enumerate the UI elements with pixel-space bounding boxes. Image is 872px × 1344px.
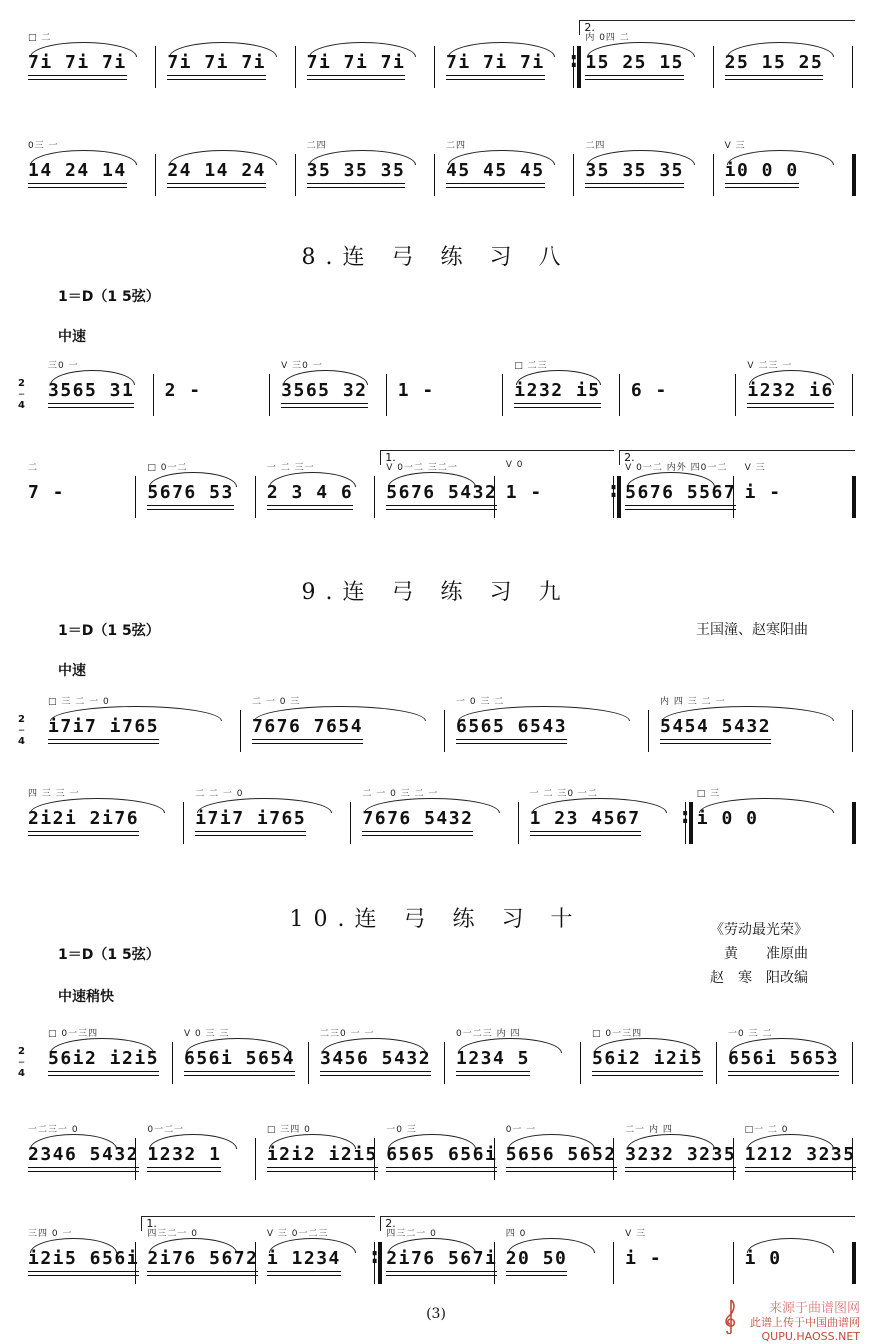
treble-clef-icon (722, 1298, 740, 1334)
measure-notes: 5454 5432 (660, 716, 771, 740)
staff-line-1 (18, 361, 854, 432)
barline (135, 1242, 136, 1284)
measure-notes: 1 - (397, 380, 435, 401)
bowing-fingering-mark: 四 0 (505, 1229, 527, 1239)
measure-notes: 2346 5432 (28, 1144, 139, 1168)
measure-notes: 2i76 5672 (147, 1248, 258, 1272)
measure-notes: 2i76 567i (386, 1248, 497, 1272)
bowing-fingering-mark: V 三0 一 (281, 361, 323, 371)
slur-arc (448, 42, 555, 57)
barline (852, 46, 853, 88)
slur-arc (30, 150, 137, 165)
slur-arc (269, 1238, 356, 1253)
measure-notes: 1234 5 (456, 1048, 530, 1072)
barline (155, 154, 156, 196)
barline (183, 802, 184, 844)
composer-line: 黄 准原曲 (724, 946, 808, 962)
slur-arc (749, 370, 834, 385)
measure-notes: 56i2 i2i5 (592, 1048, 703, 1072)
bowing-fingering-mark: V 0 (505, 460, 524, 470)
measure-notes: i 0 0 (696, 808, 759, 829)
slur-arc (699, 798, 834, 813)
slur-arc (30, 1238, 117, 1253)
bowing-fingering-mark: 一 二 三一 (266, 463, 315, 473)
watermark (750, 1302, 860, 1344)
measure-notes: 1 - (505, 482, 543, 503)
bowing-fingering-mark: 一 0 三 二 (456, 697, 505, 707)
measure-notes: 5676 5567 (625, 482, 736, 506)
slur-arc (30, 1134, 117, 1149)
measure-notes: 7 - (28, 482, 66, 503)
composer-line: 赵 寒 阳改编 (710, 970, 808, 986)
measure-notes: 45 45 45 (446, 160, 545, 184)
time-signature: 2 — 4 (18, 1046, 25, 1079)
barline (573, 154, 574, 196)
barline (852, 710, 853, 752)
slur-arc (516, 370, 601, 385)
measure-notes: 2 - (164, 380, 202, 401)
barline (255, 476, 256, 518)
measure-notes: 656i 5653 (728, 1048, 839, 1072)
bowing-fingering-mark: □ 0一二 (147, 463, 188, 473)
barline (619, 374, 620, 416)
barline (308, 1042, 309, 1084)
composer-credit (710, 918, 808, 990)
bowing-fingering-mark: V 0一二 三二一 (386, 463, 458, 473)
slur-arc (149, 1238, 236, 1253)
bowing-fingering-mark: 0一 一 (505, 1125, 537, 1135)
measure-notes: 35 35 35 (585, 160, 684, 184)
measure-notes: i7i7 i765 (195, 808, 306, 832)
bowing-fingering-mark: □ 0一三四 (592, 1029, 643, 1039)
bowing-fingering-mark: 三四 0 一 (28, 1229, 73, 1239)
bowing-fingering-mark: 0一二一 (147, 1125, 185, 1135)
section-title: 10.连 弓 练 习 十 (289, 907, 583, 932)
slur-arc (388, 1134, 475, 1149)
slur-arc (254, 706, 426, 721)
bowing-fingering-mark: 二 二 一 0 (195, 789, 244, 799)
volta-bracket: 2. (380, 1216, 855, 1231)
bowing-fingering-mark: 二四 (306, 141, 327, 151)
measure-notes: 24 14 24 (167, 160, 266, 184)
bowing-fingering-mark: 0一二三 内 四 (456, 1029, 521, 1039)
slur-arc (169, 42, 276, 57)
bowing-fingering-mark: V 二三 一 (747, 361, 793, 371)
staff-line-1 (18, 1029, 854, 1100)
barline (648, 710, 649, 752)
slur-arc (169, 150, 276, 165)
barline (580, 1042, 581, 1084)
bowing-fingering-mark: □ 三 二 一 0 (48, 697, 110, 707)
bowing-fingering-mark: 二 一 0 三 (252, 697, 301, 707)
slur-arc (309, 150, 416, 165)
volta-bracket: 2. (579, 20, 855, 35)
barline (153, 374, 154, 416)
volta-bracket: 1. (380, 450, 614, 465)
slur-arc (587, 42, 694, 57)
slur-arc (587, 150, 694, 165)
bowing-fingering-mark: V 三 (724, 141, 746, 151)
bowing-fingering-mark: □一 二 0 (744, 1125, 789, 1135)
slur-arc (727, 42, 834, 57)
barline (518, 802, 519, 844)
repeat-end-barline (689, 802, 693, 844)
tempo-marking: 中速 (58, 663, 86, 679)
barline (434, 154, 435, 196)
slur-arc (197, 798, 332, 813)
bowing-fingering-mark: V 三 (744, 463, 766, 473)
barline (494, 476, 495, 518)
barline (852, 374, 853, 416)
bowing-fingering-mark: 一二三一 0 (28, 1125, 79, 1135)
barline (255, 1242, 256, 1284)
barline (135, 476, 136, 518)
slur-arc (627, 1134, 714, 1149)
slur-arc (508, 1134, 595, 1149)
tempo-marking: 中速稍快 (58, 989, 114, 1005)
staff-line-2 (18, 789, 854, 860)
slur-arc (388, 1238, 475, 1253)
slur-arc (594, 1038, 698, 1053)
bowing-fingering-mark: 二一 内 四 (625, 1125, 673, 1135)
section-title: 8.连 弓 练 习 八 (301, 245, 571, 270)
measure-notes: 6 - (630, 380, 668, 401)
bowing-fingering-mark: 内 四 三 二 一 (660, 697, 726, 707)
bowing-fingering-mark: 四三二一 0 (147, 1229, 199, 1239)
barline (713, 46, 714, 88)
measure-notes: 25 15 25 (725, 52, 824, 76)
measure-notes: 35 35 35 (307, 160, 406, 184)
bowing-fingering-mark: V 0 三 三 (184, 1029, 230, 1039)
volta-bracket: 1. (141, 1216, 375, 1231)
measure-notes: 7676 5432 (362, 808, 473, 832)
measure-notes: 6565 656i (386, 1144, 497, 1168)
measure-notes: i2i2 i2i5 (267, 1144, 378, 1168)
slur-arc (149, 472, 236, 487)
measure-notes: 1232 1 (147, 1144, 221, 1168)
barline (733, 1242, 734, 1284)
measure-notes: 3456 5432 (320, 1048, 431, 1072)
watermark-line: 来源于曲谱图网 (768, 1301, 860, 1316)
key-signature: 1＝D（1 5弦） (58, 623, 160, 639)
bowing-fingering-mark: □ 0一三四 (48, 1029, 99, 1039)
barline (374, 1138, 375, 1180)
slur-arc (388, 472, 475, 487)
bowing-fingering-mark: □ 三 (696, 789, 721, 799)
barline (852, 1042, 853, 1084)
slur-arc (269, 472, 356, 487)
staff-line-1 (18, 21, 854, 104)
measure-notes: 2 3 4 6 (267, 482, 353, 506)
barline (240, 710, 241, 752)
measure-notes: 7i 7i 7i (167, 52, 266, 76)
bowing-fingering-mark: □ 二 (28, 33, 52, 43)
bowing-fingering-mark: 一 二 三0 一二 (529, 789, 598, 799)
measure-notes: 5676 53 (147, 482, 233, 506)
slur-arc (532, 798, 667, 813)
bowing-fingering-mark: V 三 (625, 1229, 647, 1239)
slur-arc (747, 1238, 834, 1253)
measure-notes: 7i 7i 7i (307, 52, 406, 76)
measure-notes: 2i2i 2i76 (28, 808, 139, 832)
slur-arc (283, 370, 368, 385)
slur-arc (309, 42, 416, 57)
slur-arc (269, 1134, 356, 1149)
measure-notes: 15 25 15 (585, 52, 684, 76)
key-signature: 1＝D（1 5弦） (58, 289, 160, 305)
bowing-fingering-mark: 二 (28, 463, 39, 473)
measure-notes: 656i 5654 (184, 1048, 295, 1072)
repeat-end-barline (378, 1242, 382, 1284)
barline (613, 1138, 614, 1180)
barline (494, 1242, 495, 1284)
slur-arc (747, 1134, 834, 1149)
bowing-fingering-mark: V 0一二 内外 四0一二 (625, 463, 728, 473)
bowing-fingering-mark: 二四 (585, 141, 606, 151)
barline (172, 1042, 173, 1084)
slur-arc (458, 706, 630, 721)
measure-notes: 5676 5432 (386, 482, 497, 506)
staff-line-3 (18, 1217, 854, 1300)
composer-credit: 王国潼、赵寒阳曲 (696, 622, 808, 638)
measure-notes: 3565 31 (48, 380, 134, 404)
measure-notes: i - (625, 1248, 663, 1269)
measure-notes: 7i 7i 7i (28, 52, 127, 76)
measure-notes: i232 i5 (514, 380, 600, 404)
barline (444, 710, 445, 752)
bowing-fingering-mark: 内 0四 二 (585, 33, 630, 43)
key-signature: 1＝D（1 5弦） (58, 947, 160, 963)
slur-arc (627, 472, 714, 487)
staff-line-2 (18, 451, 854, 534)
barline (502, 374, 503, 416)
barline (735, 374, 736, 416)
time-signature: 2 — 4 (18, 714, 25, 747)
bowing-fingering-mark: 二 一 0 三 二 一 (362, 789, 439, 799)
barline (386, 374, 387, 416)
measure-notes: 1 23 4567 (530, 808, 641, 832)
barline (269, 374, 270, 416)
measure-notes: i7i7 i765 (48, 716, 159, 740)
measure-notes: 14 24 14 (28, 160, 127, 184)
measure-notes: i0 0 0 (725, 160, 799, 184)
staff-line-2 (18, 141, 854, 212)
measure-notes: i - (744, 482, 782, 503)
measure-notes: 3565 32 (281, 380, 367, 404)
barline (155, 46, 156, 88)
slur-arc (50, 370, 135, 385)
bowing-fingering-mark: 四 三 三 一 (28, 789, 80, 799)
slur-arc (30, 42, 137, 57)
barline (716, 1042, 717, 1084)
barline (434, 46, 435, 88)
slur-arc (149, 1134, 236, 1149)
section-title: 9.连 弓 练 习 九 (301, 580, 571, 605)
bowing-fingering-mark: 0三 一 (28, 141, 59, 151)
barline (295, 154, 296, 196)
measure-notes: 7676 7654 (252, 716, 363, 740)
slur-arc (448, 150, 555, 165)
bowing-fingering-mark: 二三0 一 一 (320, 1029, 375, 1039)
barline (713, 154, 714, 196)
measure-notes: 20 50 (506, 1248, 568, 1272)
measure-notes: 3232 3235 (625, 1144, 736, 1168)
barline (444, 1042, 445, 1084)
slur-arc (730, 1038, 834, 1053)
measure-notes: 5656 5652 (506, 1144, 617, 1168)
slur-arc (364, 798, 499, 813)
slur-arc (508, 1238, 595, 1253)
final-barline (852, 1242, 856, 1284)
slur-arc (50, 1038, 154, 1053)
bowing-fingering-mark: □ 二三 (514, 361, 548, 371)
measure-notes: i2i5 656i (28, 1248, 139, 1272)
staff-line-2 (18, 1125, 856, 1196)
watermark-line: 此谱上传于中国曲谱网 (750, 1316, 860, 1329)
measure-notes: 6565 6543 (456, 716, 567, 740)
slur-arc (322, 1038, 426, 1053)
barline (255, 1138, 256, 1180)
measure-notes: i232 i6 (747, 380, 833, 404)
measure-notes: 56i2 i2i5 (48, 1048, 159, 1072)
slur-arc (186, 1038, 290, 1053)
slur-arc (50, 706, 222, 721)
slur-arc (662, 706, 834, 721)
barline (350, 802, 351, 844)
measure-notes: 1212 3235 (745, 1144, 856, 1168)
final-barline (852, 154, 856, 196)
barline (613, 1242, 614, 1284)
slur-arc (458, 1038, 562, 1053)
bowing-fingering-mark: 一0 三 二 (728, 1029, 773, 1039)
composer-line: 《劳动最光荣》 (710, 922, 808, 938)
barline (852, 1138, 853, 1180)
page-number: (3) (426, 1306, 446, 1322)
repeat-end-barline (577, 46, 581, 88)
barline (733, 476, 734, 518)
staff-line-1 (18, 697, 854, 768)
measure-notes: i 0 (744, 1248, 782, 1269)
slur-arc (727, 150, 834, 165)
measure-notes: 7i 7i 7i (446, 52, 545, 76)
bowing-fingering-mark: 一0 三 (386, 1125, 417, 1135)
bowing-fingering-mark: 二四 (446, 141, 467, 151)
repeat-end-barline (617, 476, 621, 518)
barline (135, 1138, 136, 1180)
measure-notes: i 1234 (267, 1248, 341, 1272)
slur-arc (30, 798, 165, 813)
tempo-marking: 中速 (58, 329, 86, 345)
barline (494, 1138, 495, 1180)
barline (374, 476, 375, 518)
time-signature: 2 — 4 (18, 378, 25, 411)
final-barline (852, 476, 856, 518)
bowing-fingering-mark: 四三二一 0 (386, 1229, 437, 1239)
volta-bracket: 2. (619, 450, 855, 465)
barline (733, 1138, 734, 1180)
final-barline (852, 802, 856, 844)
bowing-fingering-mark: 三0 一 (48, 361, 79, 371)
bowing-fingering-mark: □ 三四 0 (266, 1125, 311, 1135)
barline (295, 46, 296, 88)
watermark-line: QUPU.HAOSS.NET (761, 1330, 860, 1343)
bowing-fingering-mark: V 三 0一二三 (266, 1229, 329, 1239)
